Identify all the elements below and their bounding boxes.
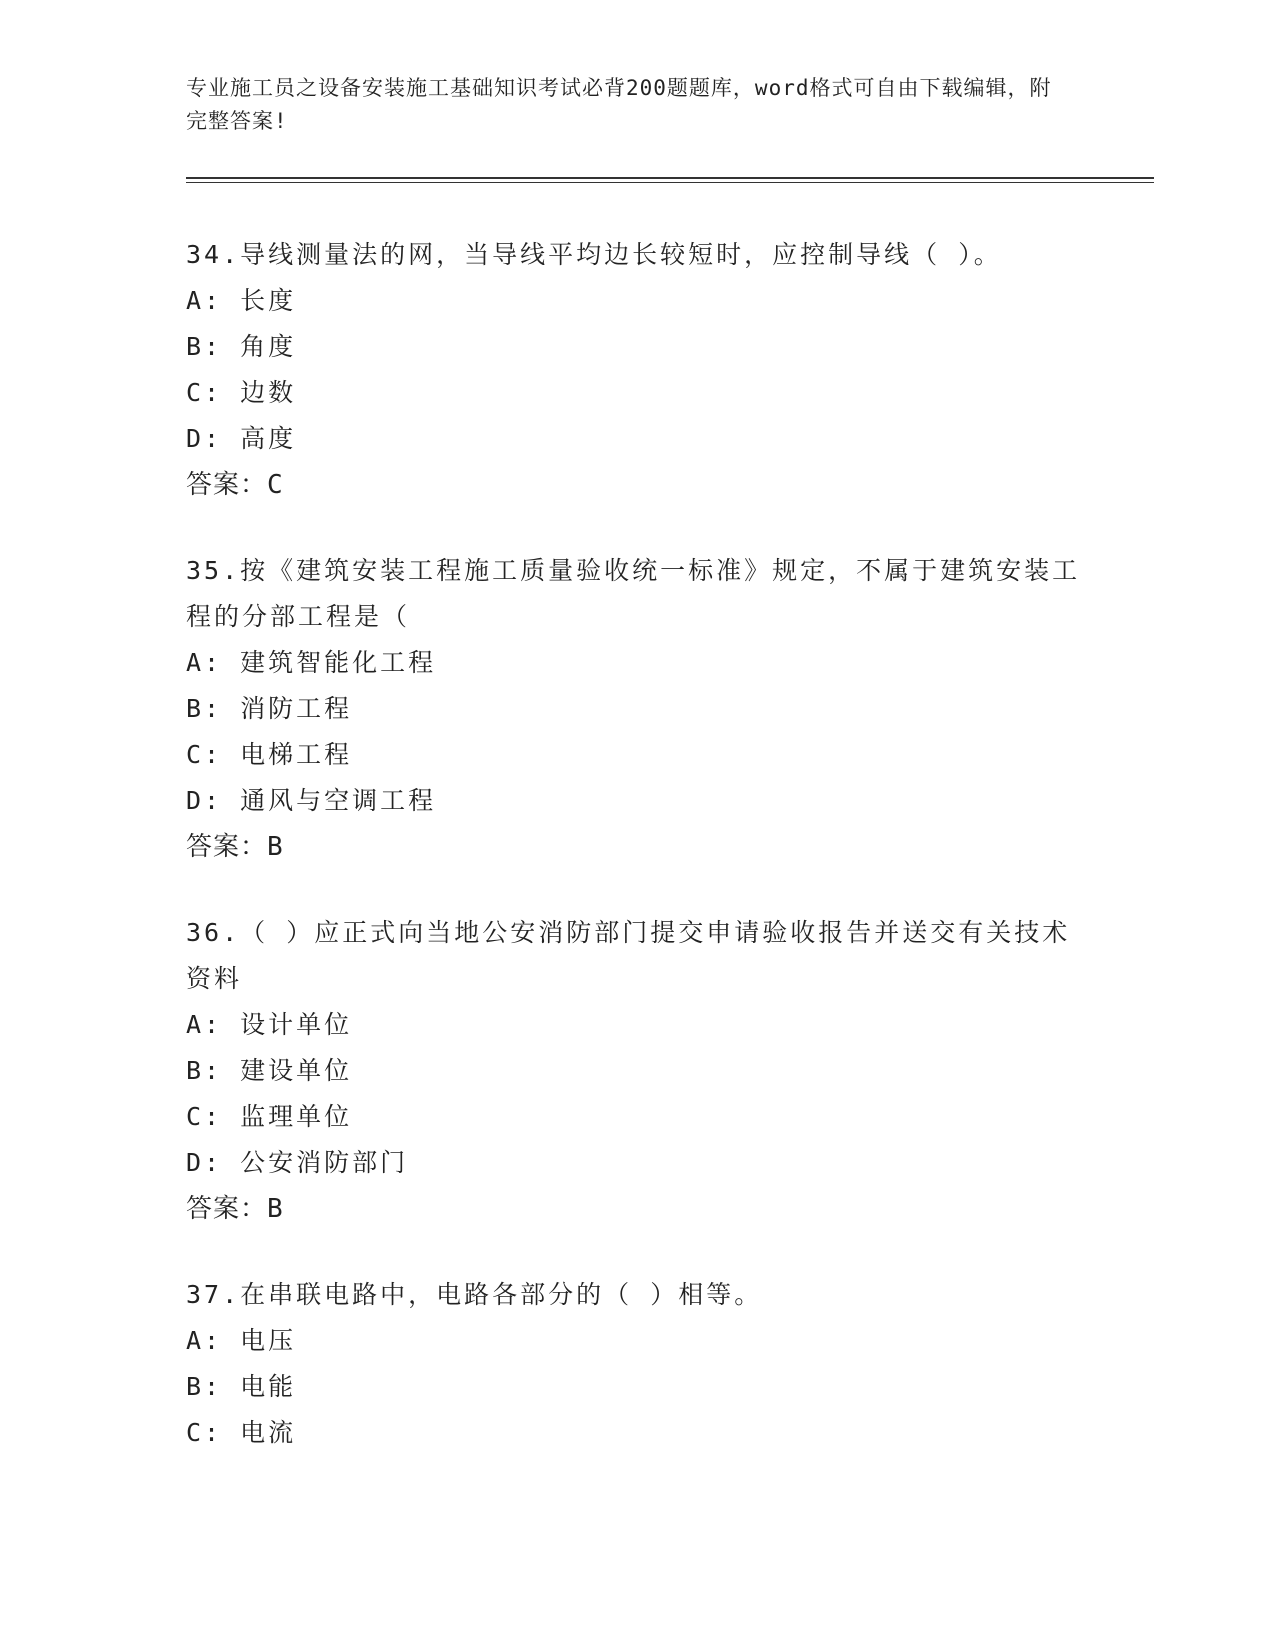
option-b: B: 角度: [186, 332, 297, 361]
header-divider-thick: [186, 177, 1154, 179]
document-header: 专业施工员之设备安装施工基础知识考试必背200题题库，word格式可自由下载编辑，附完整答案!: [186, 76, 1052, 133]
option-a: A: 长度: [186, 286, 297, 315]
question-text: 36.（ ）应正式向当地公安消防部门提交申请验收报告并送交有关技术资料: [186, 918, 1071, 993]
header-divider-thin: [186, 182, 1154, 183]
option-c: C: 监理单位: [186, 1102, 353, 1131]
option-a: A: 建筑智能化工程: [186, 648, 437, 677]
answer: 答案：B: [186, 832, 284, 862]
question-list: [186, 232, 1086, 1496]
option-b: B: 电能: [186, 1372, 297, 1401]
answer: 答案：C: [186, 470, 284, 500]
option-d: D: 通风与空调工程: [186, 786, 437, 815]
question-text: 35.按《建筑安装工程施工质量验收统一标准》规定，不属于建筑安装工程的分部工程是（: [186, 556, 1081, 631]
option-d: D: 公安消防部门: [186, 1148, 409, 1177]
question-35: [186, 548, 1086, 870]
option-b: B: 消防工程: [186, 694, 353, 723]
option-c: C: 电流: [186, 1418, 297, 1447]
question-34: [186, 232, 1086, 508]
question-37: [186, 1272, 1086, 1456]
question-text: 34.导线测量法的网，当导线平均边长较短时，应控制导线（ ）。: [186, 240, 1002, 269]
answer: 答案：B: [186, 1194, 284, 1224]
option-c: C: 电梯工程: [186, 740, 353, 769]
option-b: B: 建设单位: [186, 1056, 353, 1085]
question-36: [186, 910, 1086, 1232]
option-a: A: 设计单位: [186, 1010, 353, 1039]
option-d: D: 高度: [186, 424, 297, 453]
option-a: A: 电压: [186, 1326, 297, 1355]
option-c: C: 边数: [186, 378, 297, 407]
question-text: 37.在串联电路中，电路各部分的（ ）相等。: [186, 1280, 763, 1309]
